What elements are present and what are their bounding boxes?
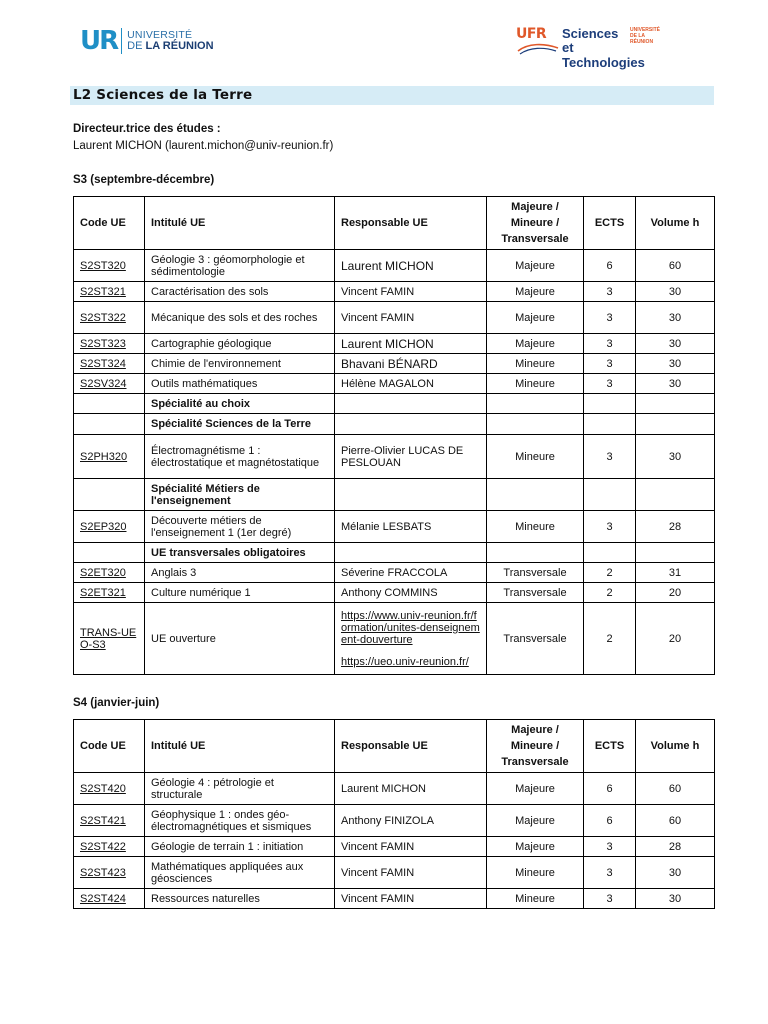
col-code-header: Code UE: [74, 720, 145, 773]
ue-type: Majeure: [487, 837, 584, 857]
ue-responsable: Séverine FRACCOLA: [335, 563, 487, 583]
ue-intitule: Mathématiques appliquées aux géosciences: [145, 857, 335, 889]
empty-cell: [636, 479, 715, 511]
ue-ects: 3: [584, 889, 636, 909]
ue-responsable: Pierre-Olivier LUCAS DE PESLOUAN: [335, 435, 487, 479]
ue-responsable: Vincent FAMIN: [335, 857, 487, 889]
ue-intitule: Mécanique des sols et des roches: [145, 302, 335, 334]
ue-volume: 28: [636, 511, 715, 543]
table-row: [74, 374, 715, 394]
ue-intitule: Géologie de terrain 1 : initiation: [145, 837, 335, 857]
ue-volume: 60: [636, 805, 715, 837]
ue-links-cell: [335, 603, 487, 675]
col-code-header: Code UE: [74, 197, 145, 250]
specialty-enseignement-label: Spécialité Métiers de l'enseignement: [145, 479, 335, 511]
table-row: [74, 805, 715, 837]
ue-type: Mineure: [487, 857, 584, 889]
col-ects-header: ECTS: [584, 197, 636, 250]
ue-intitule: Chimie de l'environnement: [145, 354, 335, 374]
table-row: [74, 282, 715, 302]
ufr-logo-mark: UFR: [516, 26, 547, 42]
ue-ects: 2: [584, 563, 636, 583]
empty-cell: [487, 414, 584, 435]
col-type-line3: Transversale: [501, 756, 569, 768]
table-row: [74, 603, 715, 675]
empty-cell: [335, 543, 487, 563]
ue-responsable: Laurent MICHON: [335, 250, 487, 282]
ue-code-link[interactable]: S2ST423: [74, 857, 145, 889]
director-label: Directeur.trice des études :: [73, 123, 221, 135]
empty-cell: [636, 394, 715, 414]
ue-responsable: Laurent MICHON: [335, 773, 487, 805]
table-row: [74, 435, 715, 479]
ufr-swirl-icon: [516, 42, 560, 56]
ue-ects: 2: [584, 603, 636, 675]
table-row: [74, 583, 715, 603]
ur-logo-line2: [127, 41, 213, 52]
col-intitule-header: Intitulé UE: [145, 720, 335, 773]
ue-ects: 3: [584, 354, 636, 374]
ue-responsable: Laurent MICHON: [335, 334, 487, 354]
empty-cell: [636, 414, 715, 435]
ue-intitule: UE ouverture: [145, 603, 335, 675]
ue-ects: 6: [584, 250, 636, 282]
ue-responsable: Vincent FAMIN: [335, 837, 487, 857]
empty-cell: [487, 543, 584, 563]
ue-type: Majeure: [487, 334, 584, 354]
ue-intitule: Découverte métiers de l'enseignement 1 (1er degré): [145, 511, 335, 543]
ur-logo-line2-bold: LA RÉUNION: [145, 39, 214, 52]
ue-type: Mineure: [487, 354, 584, 374]
col-type-header: [487, 720, 584, 773]
s3-header-row: [74, 197, 715, 250]
ue-transversales-label: UE transversales obligatoires: [145, 543, 335, 563]
specialty-choice-label: Spécialité au choix: [145, 394, 335, 414]
ue-responsable: Anthony FINIZOLA: [335, 805, 487, 837]
empty-cell: [74, 414, 145, 435]
ue-intitule: Cartographie géologique: [145, 334, 335, 354]
ue-type: Mineure: [487, 374, 584, 394]
ue-type: Mineure: [487, 435, 584, 479]
ur-logo-mark: UR: [80, 26, 118, 56]
empty-cell: [584, 414, 636, 435]
table-row: [74, 857, 715, 889]
empty-cell: [487, 479, 584, 511]
ur-logo-line1: UNIVERSITÉ: [127, 29, 193, 42]
ue-responsable: Vincent FAMIN: [335, 282, 487, 302]
ue-volume: 30: [636, 282, 715, 302]
specialty-row: [74, 414, 715, 435]
ue-volume: 30: [636, 334, 715, 354]
ue-ects: 3: [584, 334, 636, 354]
empty-cell: [335, 479, 487, 511]
ue-intitule: Électromagnétisme 1 : électrostatique et magnétostatique: [145, 435, 335, 479]
ue-responsable: Vincent FAMIN: [335, 302, 487, 334]
ur-logo-line2-prefix: DE: [127, 39, 146, 52]
empty-cell: [487, 394, 584, 414]
table-row: [74, 889, 715, 909]
ue-code-link[interactable]: S2ET320: [74, 563, 145, 583]
col-type-line1: Majeure /: [511, 724, 559, 736]
table-row: [74, 563, 715, 583]
ue-type: Majeure: [487, 282, 584, 302]
logo-separator: [121, 28, 122, 54]
s4-table: [73, 719, 715, 909]
ue-ects: 3: [584, 857, 636, 889]
ufr-logo-line1: Sciences: [562, 26, 619, 41]
ue-intitule: Outils mathématiques: [145, 374, 335, 394]
col-type-line2: Mineure /: [510, 740, 560, 752]
col-responsable-header: Responsable UE: [335, 197, 487, 250]
empty-cell: [584, 479, 636, 511]
ue-responsable: Mélanie LESBATS: [335, 511, 487, 543]
ue-volume: 60: [636, 250, 715, 282]
ue-intitule: Géologie 4 : pétrologie et structurale: [145, 773, 335, 805]
ue-code-link[interactable]: S2ET321: [74, 583, 145, 603]
page-title-bar: [70, 86, 714, 105]
ue-responsable: Hélène MAGALON: [335, 374, 487, 394]
empty-cell: [74, 543, 145, 563]
ue-ects: 2: [584, 583, 636, 603]
table-row: [74, 302, 715, 334]
specialty-row: [74, 543, 715, 563]
col-ects-header: ECTS: [584, 720, 636, 773]
ueo-portal-link[interactable]: https://ueo.univ-reunion.fr/: [341, 655, 469, 668]
ue-ects: 3: [584, 374, 636, 394]
ue-ects: 3: [584, 511, 636, 543]
ue-volume: 30: [636, 354, 715, 374]
ufr-univ-line1: UNIVERSITÉ: [630, 27, 661, 33]
ufr-sciences-logo: [516, 24, 661, 70]
ue-volume: 30: [636, 374, 715, 394]
ur-logo-text: [127, 30, 213, 52]
ue-code-link[interactable]: S2ST320: [74, 250, 145, 282]
ue-code-link[interactable]: S2SV324: [74, 374, 145, 394]
empty-cell: [74, 394, 145, 414]
ue-volume: 30: [636, 857, 715, 889]
ue-code-link[interactable]: S2EP320: [74, 511, 145, 543]
ue-code-link[interactable]: S2ST323: [74, 334, 145, 354]
director-value: Laurent MICHON (laurent.michon@univ-reunion.fr): [73, 140, 334, 152]
ue-ects: 6: [584, 773, 636, 805]
ue-intitule: Caractérisation des sols: [145, 282, 335, 302]
ue-type: Transversale: [487, 583, 584, 603]
ue-volume: 30: [636, 435, 715, 479]
ue-type: Transversale: [487, 603, 584, 675]
ue-ects: 3: [584, 435, 636, 479]
table-row: [74, 511, 715, 543]
s3-title: S3 (septembre-décembre): [73, 174, 215, 186]
col-intitule-header: Intitulé UE: [145, 197, 335, 250]
ue-intitule: Anglais 3: [145, 563, 335, 583]
ue-code-link[interactable]: S2ST424: [74, 889, 145, 909]
ue-code-link[interactable]: TRANS-UEO-S3: [74, 603, 145, 675]
ue-type: Majeure: [487, 773, 584, 805]
s4-title: S4 (janvier-juin): [73, 697, 160, 709]
ue-type: Transversale: [487, 563, 584, 583]
ue-ects: 3: [584, 837, 636, 857]
ue-intitule: Géophysique 1 : ondes géo-électromagnétiques et sismiques: [145, 805, 335, 837]
ue-volume: 20: [636, 583, 715, 603]
ufr-univ-line2: DE LA RÉUNION: [630, 33, 654, 45]
ue-intitule: Géologie 3 : géomorphologie et sédimentologie: [145, 250, 335, 282]
ue-type: Majeure: [487, 805, 584, 837]
ue-ects: 3: [584, 302, 636, 334]
ue-code-link[interactable]: S2ST422: [74, 837, 145, 857]
col-type-line3: Transversale: [501, 233, 569, 245]
ue-code-link[interactable]: S2PH320: [74, 435, 145, 479]
s3-table: [73, 196, 715, 675]
col-volume-header: Volume h: [636, 720, 715, 773]
ue-volume: 30: [636, 302, 715, 334]
s4-header-row: [74, 720, 715, 773]
col-responsable-header: Responsable UE: [335, 720, 487, 773]
specialty-row: [74, 479, 715, 511]
ue-volume: 31: [636, 563, 715, 583]
empty-cell: [584, 394, 636, 414]
col-type-header: [487, 197, 584, 250]
table-row: [74, 334, 715, 354]
col-type-line2: Mineure /: [510, 217, 560, 229]
empty-cell: [584, 543, 636, 563]
ue-intitule: Culture numérique 1: [145, 583, 335, 603]
universite-reunion-logo: [80, 26, 214, 56]
ue-volume: 30: [636, 889, 715, 909]
ue-code-link[interactable]: S2ST421: [74, 805, 145, 837]
col-volume-header: Volume h: [636, 197, 715, 250]
ue-ects: 3: [584, 282, 636, 302]
empty-cell: [335, 414, 487, 435]
ueo-info-link[interactable]: https://www.univ-reunion.fr/formation/unites-denseignement-douverture: [341, 609, 480, 646]
specialty-row: [74, 394, 715, 414]
ue-code-link[interactable]: S2ST420: [74, 773, 145, 805]
empty-cell: [74, 479, 145, 511]
ue-code-link[interactable]: S2ST322: [74, 302, 145, 334]
table-row: [74, 250, 715, 282]
ue-responsable: Vincent FAMIN: [335, 889, 487, 909]
ue-volume: 60: [636, 773, 715, 805]
table-row: [74, 354, 715, 374]
col-type-line1: Majeure /: [511, 201, 559, 213]
ue-type: Mineure: [487, 889, 584, 909]
table-row: [74, 837, 715, 857]
ue-ects: 6: [584, 805, 636, 837]
ue-volume: 28: [636, 837, 715, 857]
ue-type: Majeure: [487, 302, 584, 334]
specialty-terre-label: Spécialité Sciences de la Terre: [145, 414, 335, 435]
ue-responsable: Anthony COMMINS: [335, 583, 487, 603]
ue-type: Majeure: [487, 250, 584, 282]
ue-responsable: Bhavani BÉNARD: [335, 354, 487, 374]
ue-code-link[interactable]: S2ST324: [74, 354, 145, 374]
ue-volume: 20: [636, 603, 715, 675]
ue-code-link[interactable]: S2ST321: [74, 282, 145, 302]
table-row: [74, 773, 715, 805]
ue-intitule: Ressources naturelles: [145, 889, 335, 909]
ufr-logo-line2: et Technologies: [562, 40, 645, 70]
empty-cell: [636, 543, 715, 563]
page-title: L2 Sciences de la Terre: [73, 87, 253, 103]
empty-cell: [335, 394, 487, 414]
ue-type: Mineure: [487, 511, 584, 543]
